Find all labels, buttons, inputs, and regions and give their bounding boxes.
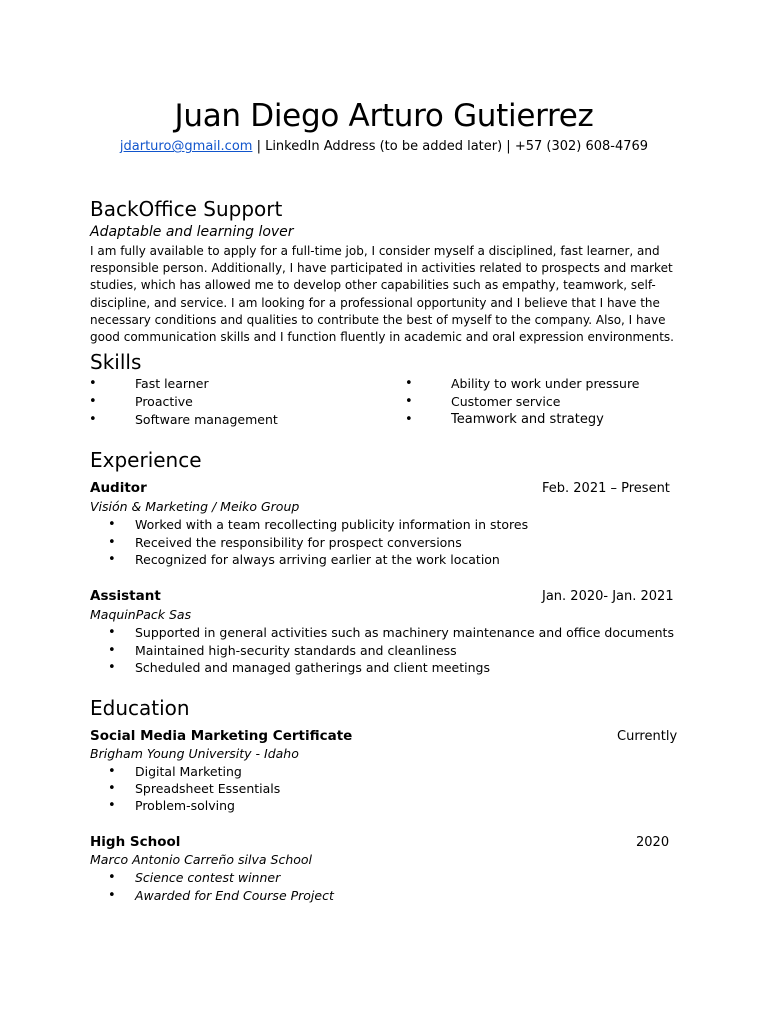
- bullet-icon: •: [108, 534, 116, 550]
- education-title: High School: [90, 834, 181, 850]
- job-organization: Visión & Marketing / Meiko Group: [90, 499, 300, 514]
- education-school: Brigham Young University - Idaho: [90, 746, 299, 761]
- job-role: Auditor: [90, 480, 147, 496]
- profile-title: BackOffice Support: [90, 197, 283, 221]
- job-organization: MaquinPack Sas: [90, 607, 192, 622]
- candidate-name: Juan Diego Arturo Gutierrez: [174, 98, 594, 134]
- email-link[interactable]: jdarturo@gmail.com: [119, 139, 253, 154]
- job-dates: Jan. 2020- Jan. 2021: [542, 589, 674, 604]
- bullet-icon: •: [108, 660, 116, 675]
- job-dates: Feb. 2021 – Present: [542, 481, 670, 496]
- bullet-text: Worked with a team recollecting publicity information in stores: [135, 517, 529, 532]
- bullet-text: Received the responsibility for prospect conversions: [135, 534, 462, 550]
- bullet-icon: •: [108, 764, 116, 779]
- bullet-icon: •: [405, 412, 413, 427]
- experience-heading: Experience: [90, 448, 202, 472]
- bullet-text: Spreadsheet Essentials: [135, 781, 281, 796]
- profile-tagline: Adaptable and learning lover: [90, 224, 294, 240]
- bullet-text: Awarded for End Course Project: [135, 887, 334, 903]
- profile-summary: I am fully available to apply for a full-time job, I consider myself a disciplined, fast learner, and responsible person. Additionally, I have participated in activities related to prospects and market studies, which has allowed me to develop other capabilities such as empathy, teamwork, self-discipline, and service. I am looking for a professional opportunity and I believe that I have the necessary conditions and qualities to contribute the best of myself to the company. Also, I have good communication skills and I function fluently in academic and oral expression environments.: [90, 244, 674, 345]
- bullet-icon: •: [108, 870, 116, 885]
- education-title: Social Media Marketing Certificate: [90, 728, 353, 744]
- bullet-icon: •: [405, 376, 413, 391]
- contact-line: [0, 138, 768, 156]
- bullet-icon: •: [108, 642, 116, 658]
- bullet-icon: •: [108, 517, 116, 532]
- bullet-text: Digital Marketing: [135, 764, 242, 779]
- bullet-icon: •: [108, 625, 116, 640]
- bullet-text: Science contest winner: [135, 870, 281, 885]
- skill-label: Ability to work under pressure: [451, 376, 640, 391]
- bullet-icon: •: [108, 887, 116, 903]
- bullet-icon: •: [108, 798, 116, 813]
- education-school: Marco Antonio Carreño silva School: [90, 852, 313, 867]
- bullet-icon: •: [405, 394, 413, 409]
- bullet-icon: •: [89, 376, 97, 391]
- job-role: Assistant: [90, 588, 161, 604]
- bullet-text: Maintained high-security standards and cleanliness: [135, 642, 457, 658]
- bullet-text: Scheduled and managed gatherings and client meetings: [135, 660, 490, 675]
- bullet-icon: •: [108, 552, 116, 567]
- skill-label: Proactive: [135, 394, 193, 409]
- education-date: 2020: [636, 835, 670, 850]
- bullet-text: Problem-solving: [135, 798, 235, 813]
- skill-label: Customer service: [451, 394, 561, 409]
- skill-label: Software management: [135, 412, 278, 427]
- bullet-icon: •: [108, 781, 116, 796]
- bullet-icon: •: [89, 394, 97, 409]
- skill-label: Fast learner: [135, 376, 209, 391]
- bullet-text: Supported in general activities such as machinery maintenance and office documents: [135, 625, 674, 640]
- contact-details: | LinkedIn Address (to be added later) | +57 (302) 608-4769: [252, 139, 649, 154]
- bullet-icon: •: [89, 412, 97, 427]
- education-date: Currently: [617, 729, 678, 744]
- skill-label: Teamwork and strategy: [451, 412, 604, 427]
- skills-heading: Skills: [90, 350, 142, 374]
- bullet-text: Recognized for always arriving earlier at the work location: [135, 552, 500, 567]
- education-heading: Education: [90, 696, 190, 720]
